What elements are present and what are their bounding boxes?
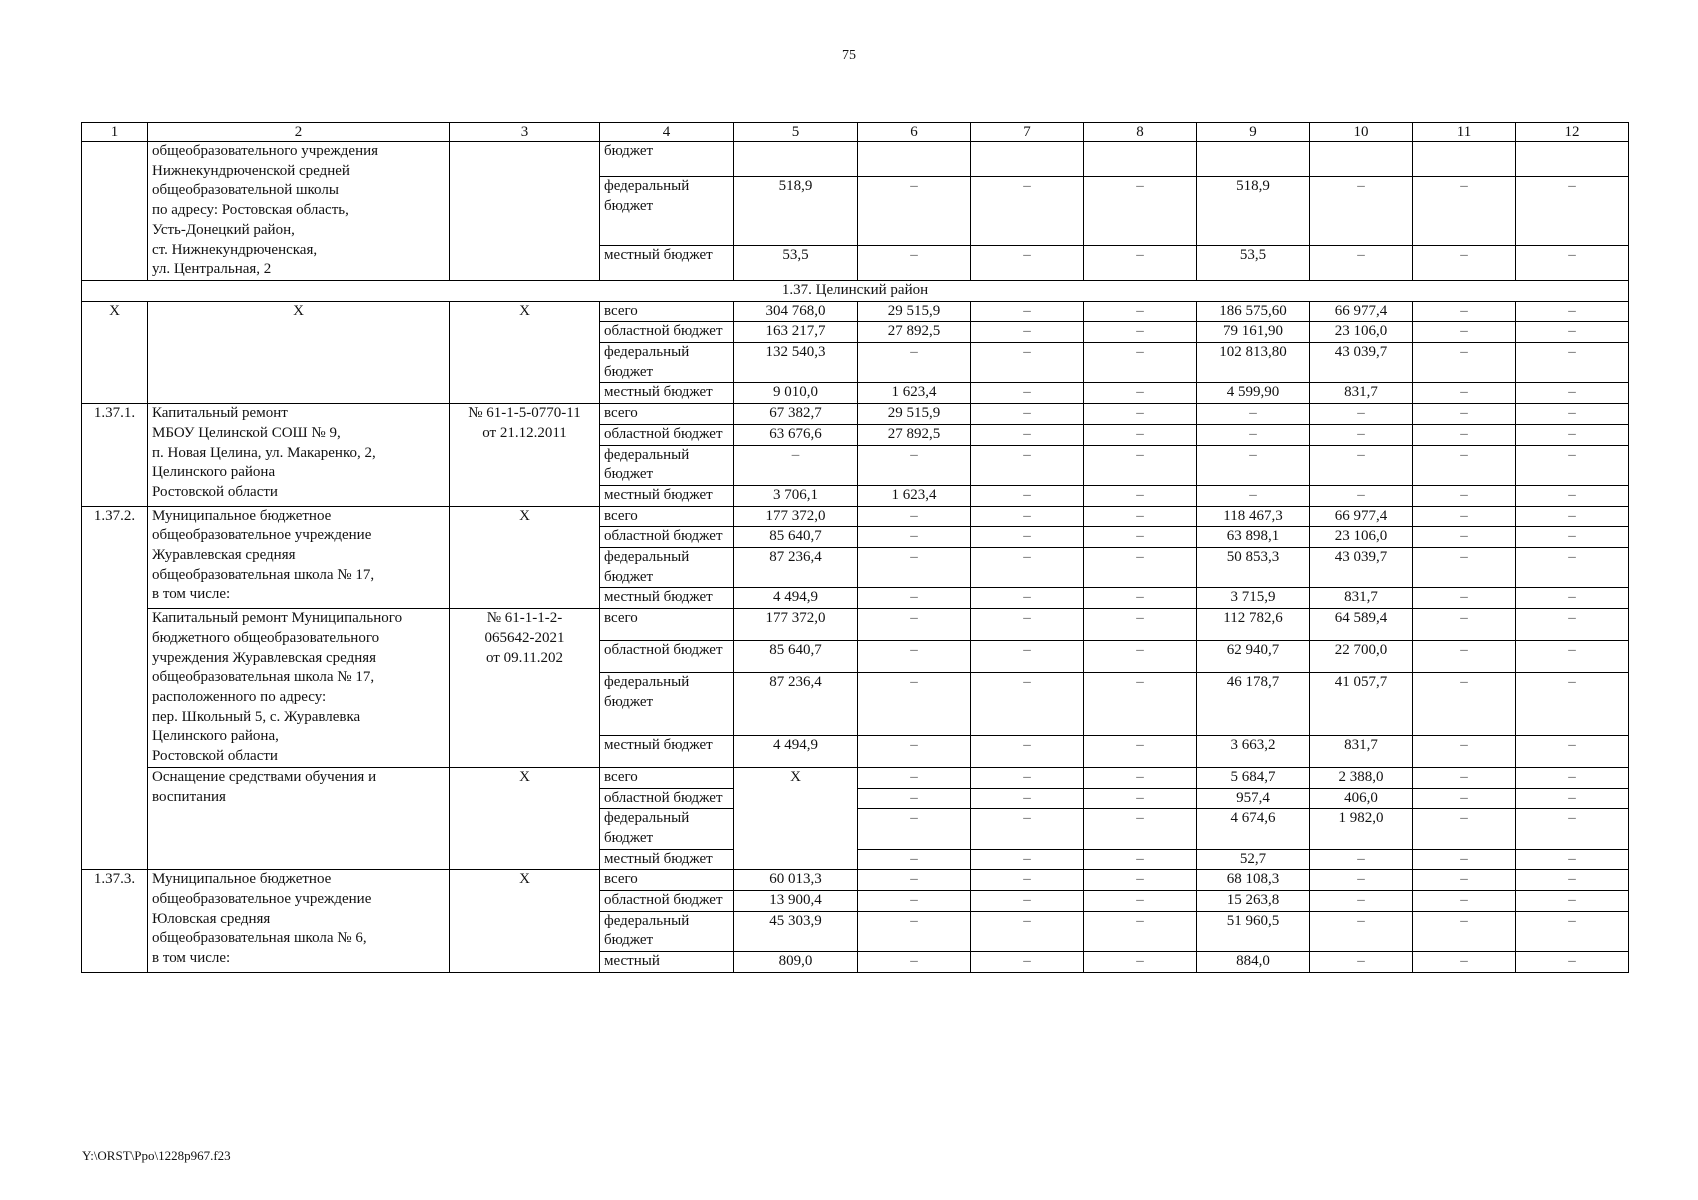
column-header-12: 12 <box>1516 123 1629 142</box>
value-col-5: 132 540,3 <box>734 343 858 383</box>
value-col-8: – <box>1084 849 1197 870</box>
value-col-5 <box>734 142 858 177</box>
row-document: № 61-1-5-0770-11 от 21.12.2011 <box>450 404 600 507</box>
value-col-6: – <box>858 870 971 891</box>
table-row <box>82 609 1629 641</box>
value-col-5: 85 640,7 <box>734 641 858 673</box>
value-col-7: – <box>971 849 1084 870</box>
value-col-5: 45 303,9 <box>734 911 858 951</box>
row-number: 1.37.3. <box>82 870 148 973</box>
value-col-8: – <box>1084 485 1197 506</box>
value-col-10: 1 982,0 <box>1310 809 1413 849</box>
value-col-5: 9 010,0 <box>734 383 858 404</box>
budget-type: бюджет <box>600 142 734 177</box>
budget-type: всего <box>600 506 734 527</box>
value-col-11: – <box>1413 383 1516 404</box>
value-col-12: – <box>1516 485 1629 506</box>
table-row <box>82 870 1629 891</box>
value-col-12: – <box>1516 673 1629 736</box>
value-col-12: – <box>1516 343 1629 383</box>
value-col-12: – <box>1516 891 1629 912</box>
value-col-8: – <box>1084 588 1197 609</box>
budget-type: местный бюджет <box>600 735 734 767</box>
value-col-12: – <box>1516 548 1629 588</box>
row-name: Оснащение средствами обучения и воспитания <box>148 767 450 870</box>
value-col-9: 53,5 <box>1197 245 1310 280</box>
row-document: X <box>450 870 600 973</box>
value-col-8: – <box>1084 735 1197 767</box>
value-col-9: 4 599,90 <box>1197 383 1310 404</box>
column-header-3: 3 <box>450 123 600 142</box>
value-col-5: 163 217,7 <box>734 322 858 343</box>
value-col-11: – <box>1413 527 1516 548</box>
value-col-10: – <box>1310 404 1413 425</box>
value-col-5: 60 013,3 <box>734 870 858 891</box>
footer-file-path: Y:\ORST\Ppo\1228p967.f23 <box>82 1148 231 1163</box>
budget-type: федеральный бюджет <box>600 673 734 736</box>
value-col-11: – <box>1413 609 1516 641</box>
value-col-12: – <box>1516 445 1629 485</box>
column-header-6: 6 <box>858 123 971 142</box>
value-col-7: – <box>971 424 1084 445</box>
value-col-7: – <box>971 177 1084 246</box>
value-col-7: – <box>971 588 1084 609</box>
value-col-6: 27 892,5 <box>858 424 971 445</box>
row-number: 1.37.1. <box>82 404 148 507</box>
value-col-8: – <box>1084 641 1197 673</box>
budget-type: федеральный бюджет <box>600 343 734 383</box>
budget-type: местный бюджет <box>600 245 734 280</box>
value-col-6: – <box>858 548 971 588</box>
section-row <box>82 280 1629 301</box>
value-col-7: – <box>971 641 1084 673</box>
value-col-12: – <box>1516 609 1629 641</box>
value-col-7: – <box>971 383 1084 404</box>
value-col-8: – <box>1084 177 1197 246</box>
value-col-6: – <box>858 527 971 548</box>
value-col-5: 809,0 <box>734 952 858 973</box>
value-col-12: – <box>1516 952 1629 973</box>
value-col-12: – <box>1516 506 1629 527</box>
table-row <box>82 301 1629 322</box>
value-col-5: 85 640,7 <box>734 527 858 548</box>
budget-type: местный бюджет <box>600 588 734 609</box>
value-col-9: 884,0 <box>1197 952 1310 973</box>
value-col-12: – <box>1516 404 1629 425</box>
value-col-10: – <box>1310 870 1413 891</box>
value-col-11: – <box>1413 424 1516 445</box>
value-col-12 <box>1516 142 1629 177</box>
value-col-8: – <box>1084 673 1197 736</box>
value-col-10: – <box>1310 177 1413 246</box>
value-col-5: 4 494,9 <box>734 588 858 609</box>
value-col-6: – <box>858 177 971 246</box>
value-col-8: – <box>1084 911 1197 951</box>
value-col-10: 43 039,7 <box>1310 548 1413 588</box>
value-col-11: – <box>1413 404 1516 425</box>
value-col-9: 102 813,80 <box>1197 343 1310 383</box>
row-document: X <box>450 767 600 870</box>
value-col-12: – <box>1516 911 1629 951</box>
value-col-10: 43 039,7 <box>1310 343 1413 383</box>
budget-type: всего <box>600 767 734 788</box>
value-col-12: – <box>1516 849 1629 870</box>
value-col-9: 186 575,60 <box>1197 301 1310 322</box>
row-name: Капитальный ремонт МБОУ Целинской СОШ № 9, п. Новая Целина, ул. Макаренко, 2, Целинского района Ростовской области <box>148 404 450 507</box>
value-col-6: – <box>858 911 971 951</box>
value-col-11: – <box>1413 548 1516 588</box>
value-col-9: 79 161,90 <box>1197 322 1310 343</box>
value-col-11: – <box>1413 445 1516 485</box>
value-col-10: 2 388,0 <box>1310 767 1413 788</box>
value-col-5: 518,9 <box>734 177 858 246</box>
value-col-11: – <box>1413 177 1516 246</box>
value-col-5: 67 382,7 <box>734 404 858 425</box>
value-col-8: – <box>1084 322 1197 343</box>
value-col-10: – <box>1310 952 1413 973</box>
value-col-12: – <box>1516 322 1629 343</box>
value-col-9: – <box>1197 485 1310 506</box>
value-col-5: 4 494,9 <box>734 735 858 767</box>
value-col-7: – <box>971 322 1084 343</box>
value-col-8: – <box>1084 383 1197 404</box>
budget-type: федеральный бюджет <box>600 445 734 485</box>
value-col-6 <box>858 142 971 177</box>
value-col-11: – <box>1413 641 1516 673</box>
budget-type: областной бюджет <box>600 527 734 548</box>
value-col-11: – <box>1413 788 1516 809</box>
value-col-8: – <box>1084 424 1197 445</box>
value-col-10: 831,7 <box>1310 588 1413 609</box>
value-col-12: – <box>1516 301 1629 322</box>
row-document: X <box>450 506 600 609</box>
value-col-6: 1 623,4 <box>858 485 971 506</box>
value-col-11: – <box>1413 870 1516 891</box>
value-col-9: – <box>1197 445 1310 485</box>
value-col-12: – <box>1516 177 1629 246</box>
value-col-11: – <box>1413 301 1516 322</box>
value-col-6: – <box>858 809 971 849</box>
value-col-11: – <box>1413 322 1516 343</box>
value-col-8: – <box>1084 767 1197 788</box>
value-col-5: 177 372,0 <box>734 506 858 527</box>
value-col-9: 51 960,5 <box>1197 911 1310 951</box>
value-col-12: – <box>1516 588 1629 609</box>
value-col-7: – <box>971 404 1084 425</box>
value-col-9: 62 940,7 <box>1197 641 1310 673</box>
value-col-8: – <box>1084 445 1197 485</box>
value-col-6: – <box>858 445 971 485</box>
value-col-12: – <box>1516 788 1629 809</box>
value-col-11: – <box>1413 485 1516 506</box>
value-col-6: – <box>858 673 971 736</box>
row-number: X <box>82 301 148 404</box>
value-col-9: 50 853,3 <box>1197 548 1310 588</box>
value-col-10: 66 977,4 <box>1310 301 1413 322</box>
value-col-6: – <box>858 609 971 641</box>
value-col-5: 63 676,6 <box>734 424 858 445</box>
budget-table-wrapper <box>81 122 1629 973</box>
column-header-8: 8 <box>1084 123 1197 142</box>
row-document: X <box>450 301 600 404</box>
budget-type: всего <box>600 870 734 891</box>
value-col-7: – <box>971 485 1084 506</box>
value-col-6: – <box>858 788 971 809</box>
value-col-11: – <box>1413 952 1516 973</box>
value-col-6: – <box>858 849 971 870</box>
value-col-6: – <box>858 767 971 788</box>
value-col-5: 304 768,0 <box>734 301 858 322</box>
value-col-5: 177 372,0 <box>734 609 858 641</box>
value-col-11: – <box>1413 506 1516 527</box>
value-col-9: 4 674,6 <box>1197 809 1310 849</box>
value-col-9: 3 663,2 <box>1197 735 1310 767</box>
value-col-8: – <box>1084 343 1197 383</box>
value-col-8: – <box>1084 809 1197 849</box>
value-col-10: – <box>1310 245 1413 280</box>
row-name: общеобразовательного учреждения Нижнекундрюченской средней общеобразовательной школы по адресу: Ростовская область, Усть-Донецкий район, ст. Нижнекундрюченская, ул. Центральная, 2 <box>148 142 450 281</box>
value-col-10: 23 106,0 <box>1310 527 1413 548</box>
value-col-7: – <box>971 911 1084 951</box>
value-col-7: – <box>971 548 1084 588</box>
value-col-7: – <box>971 343 1084 383</box>
value-col-7: – <box>971 673 1084 736</box>
budget-table <box>81 122 1629 973</box>
value-col-9: 46 178,7 <box>1197 673 1310 736</box>
value-col-6: 29 515,9 <box>858 404 971 425</box>
value-col-6: – <box>858 245 971 280</box>
value-col-8: – <box>1084 404 1197 425</box>
table-row <box>82 404 1629 425</box>
value-col-8 <box>1084 142 1197 177</box>
budget-type: областной бюджет <box>600 322 734 343</box>
value-col-6: – <box>858 891 971 912</box>
value-col-10: – <box>1310 485 1413 506</box>
value-col-10: 41 057,7 <box>1310 673 1413 736</box>
value-col-10: – <box>1310 911 1413 951</box>
value-col-8: – <box>1084 952 1197 973</box>
row-name: Муниципальное бюджетное общеобразовательное учреждение Журавлевская средняя общеобразовательная школа № 17, в том числе: <box>148 506 450 609</box>
budget-type: федеральный бюджет <box>600 809 734 849</box>
value-col-10: 66 977,4 <box>1310 506 1413 527</box>
page-number: 75 <box>842 48 856 63</box>
column-header-10: 10 <box>1310 123 1413 142</box>
value-col-8: – <box>1084 788 1197 809</box>
value-col-8: – <box>1084 548 1197 588</box>
value-col-12: – <box>1516 767 1629 788</box>
value-col-5: 87 236,4 <box>734 673 858 736</box>
value-col-7: – <box>971 735 1084 767</box>
column-header-11: 11 <box>1413 123 1516 142</box>
value-col-6: – <box>858 588 971 609</box>
value-col-5: 3 706,1 <box>734 485 858 506</box>
value-col-9: 52,7 <box>1197 849 1310 870</box>
value-col-12: – <box>1516 527 1629 548</box>
value-col-9: 63 898,1 <box>1197 527 1310 548</box>
column-header-2: 2 <box>148 123 450 142</box>
value-col-11: – <box>1413 891 1516 912</box>
column-header-4: 4 <box>600 123 734 142</box>
value-col-7: – <box>971 527 1084 548</box>
value-col-10: – <box>1310 445 1413 485</box>
value-col-7: – <box>971 952 1084 973</box>
value-col-7: – <box>971 788 1084 809</box>
budget-type: местный бюджет <box>600 485 734 506</box>
value-col-11: – <box>1413 735 1516 767</box>
value-col-7: – <box>971 891 1084 912</box>
value-col-6: – <box>858 506 971 527</box>
value-col-5: – <box>734 445 858 485</box>
value-col-5: 53,5 <box>734 245 858 280</box>
value-col-7: – <box>971 301 1084 322</box>
value-col-11: – <box>1413 343 1516 383</box>
value-col-9: 3 715,9 <box>1197 588 1310 609</box>
value-col-7: – <box>971 506 1084 527</box>
value-col-12: – <box>1516 870 1629 891</box>
value-col-6: 29 515,9 <box>858 301 971 322</box>
value-col-6: – <box>858 641 971 673</box>
column-header-5: 5 <box>734 123 858 142</box>
value-col-6: – <box>858 952 971 973</box>
value-col-10: – <box>1310 849 1413 870</box>
value-col-9: 68 108,3 <box>1197 870 1310 891</box>
value-col-10: 831,7 <box>1310 383 1413 404</box>
table-header-row <box>82 123 1629 142</box>
value-col-10: 406,0 <box>1310 788 1413 809</box>
value-col-7 <box>971 142 1084 177</box>
value-col-12: – <box>1516 245 1629 280</box>
value-col-11: – <box>1413 911 1516 951</box>
value-col-12: – <box>1516 735 1629 767</box>
budget-type: всего <box>600 301 734 322</box>
section-title: 1.37. Целинский район <box>82 280 1629 301</box>
value-col-10 <box>1310 142 1413 177</box>
value-col-10: 831,7 <box>1310 735 1413 767</box>
value-col-7: – <box>971 870 1084 891</box>
value-col-12: – <box>1516 383 1629 404</box>
value-col-11: – <box>1413 809 1516 849</box>
budget-type: федеральный бюджет <box>600 911 734 951</box>
budget-type: всего <box>600 404 734 425</box>
value-col-7: – <box>971 445 1084 485</box>
value-col-10: 64 589,4 <box>1310 609 1413 641</box>
value-col-10: 23 106,0 <box>1310 322 1413 343</box>
column-header-7: 7 <box>971 123 1084 142</box>
value-col-10: 22 700,0 <box>1310 641 1413 673</box>
table-row <box>82 506 1629 527</box>
row-number: 1.37.2. <box>82 506 148 870</box>
value-col-6: 1 623,4 <box>858 383 971 404</box>
value-col-8: – <box>1084 245 1197 280</box>
budget-type: областной бюджет <box>600 424 734 445</box>
value-col-5: X <box>734 767 858 870</box>
row-document <box>450 142 600 281</box>
value-col-6: 27 892,5 <box>858 322 971 343</box>
budget-type: местный бюджет <box>600 383 734 404</box>
value-col-8: – <box>1084 527 1197 548</box>
value-col-7: – <box>971 245 1084 280</box>
value-col-9: – <box>1197 404 1310 425</box>
value-col-6: – <box>858 735 971 767</box>
value-col-11: – <box>1413 849 1516 870</box>
budget-type: всего <box>600 609 734 641</box>
value-col-11: – <box>1413 245 1516 280</box>
table-row <box>82 142 1629 177</box>
budget-type: областной бюджет <box>600 788 734 809</box>
budget-type: федеральный бюджет <box>600 548 734 588</box>
value-col-9: 518,9 <box>1197 177 1310 246</box>
value-col-12: – <box>1516 424 1629 445</box>
value-col-9: 118 467,3 <box>1197 506 1310 527</box>
value-col-12: – <box>1516 809 1629 849</box>
value-col-11 <box>1413 142 1516 177</box>
value-col-6: – <box>858 343 971 383</box>
value-col-9: 15 263,8 <box>1197 891 1310 912</box>
value-col-11: – <box>1413 673 1516 736</box>
value-col-8: – <box>1084 870 1197 891</box>
value-col-8: – <box>1084 891 1197 912</box>
row-document: № 61-1-1-2- 065642-2021 от 09.11.202 <box>450 609 600 768</box>
value-col-5: 87 236,4 <box>734 548 858 588</box>
value-col-12: – <box>1516 641 1629 673</box>
budget-type: федеральный бюджет <box>600 177 734 246</box>
row-name: X <box>148 301 450 404</box>
value-col-9: 5 684,7 <box>1197 767 1310 788</box>
value-col-9 <box>1197 142 1310 177</box>
row-name: Муниципальное бюджетное общеобразовательное учреждение Юловская средняя общеобразовательная школа № 6, в том числе: <box>148 870 450 973</box>
value-col-7: – <box>971 809 1084 849</box>
table-row <box>82 767 1629 788</box>
value-col-8: – <box>1084 609 1197 641</box>
value-col-9: 112 782,6 <box>1197 609 1310 641</box>
budget-type: местный бюджет <box>600 849 734 870</box>
row-number <box>82 142 148 281</box>
column-header-1: 1 <box>82 123 148 142</box>
value-col-8: – <box>1084 506 1197 527</box>
value-col-8: – <box>1084 301 1197 322</box>
budget-type: областной бюджет <box>600 891 734 912</box>
value-col-10: – <box>1310 424 1413 445</box>
value-col-7: – <box>971 609 1084 641</box>
value-col-5: 13 900,4 <box>734 891 858 912</box>
value-col-11: – <box>1413 588 1516 609</box>
value-col-7: – <box>971 767 1084 788</box>
budget-type: областной бюджет <box>600 641 734 673</box>
value-col-10: – <box>1310 891 1413 912</box>
budget-type: местный <box>600 952 734 973</box>
value-col-9: – <box>1197 424 1310 445</box>
value-col-9: 957,4 <box>1197 788 1310 809</box>
value-col-11: – <box>1413 767 1516 788</box>
row-name: Капитальный ремонт Муниципального бюджетного общеобразовательного учреждения Журавлевская средняя общеобразовательная школа № 17, расположенного по адресу: пер. Школьный 5, с. Журавлевка Целинского района, Ростовской области <box>148 609 450 768</box>
column-header-9: 9 <box>1197 123 1310 142</box>
